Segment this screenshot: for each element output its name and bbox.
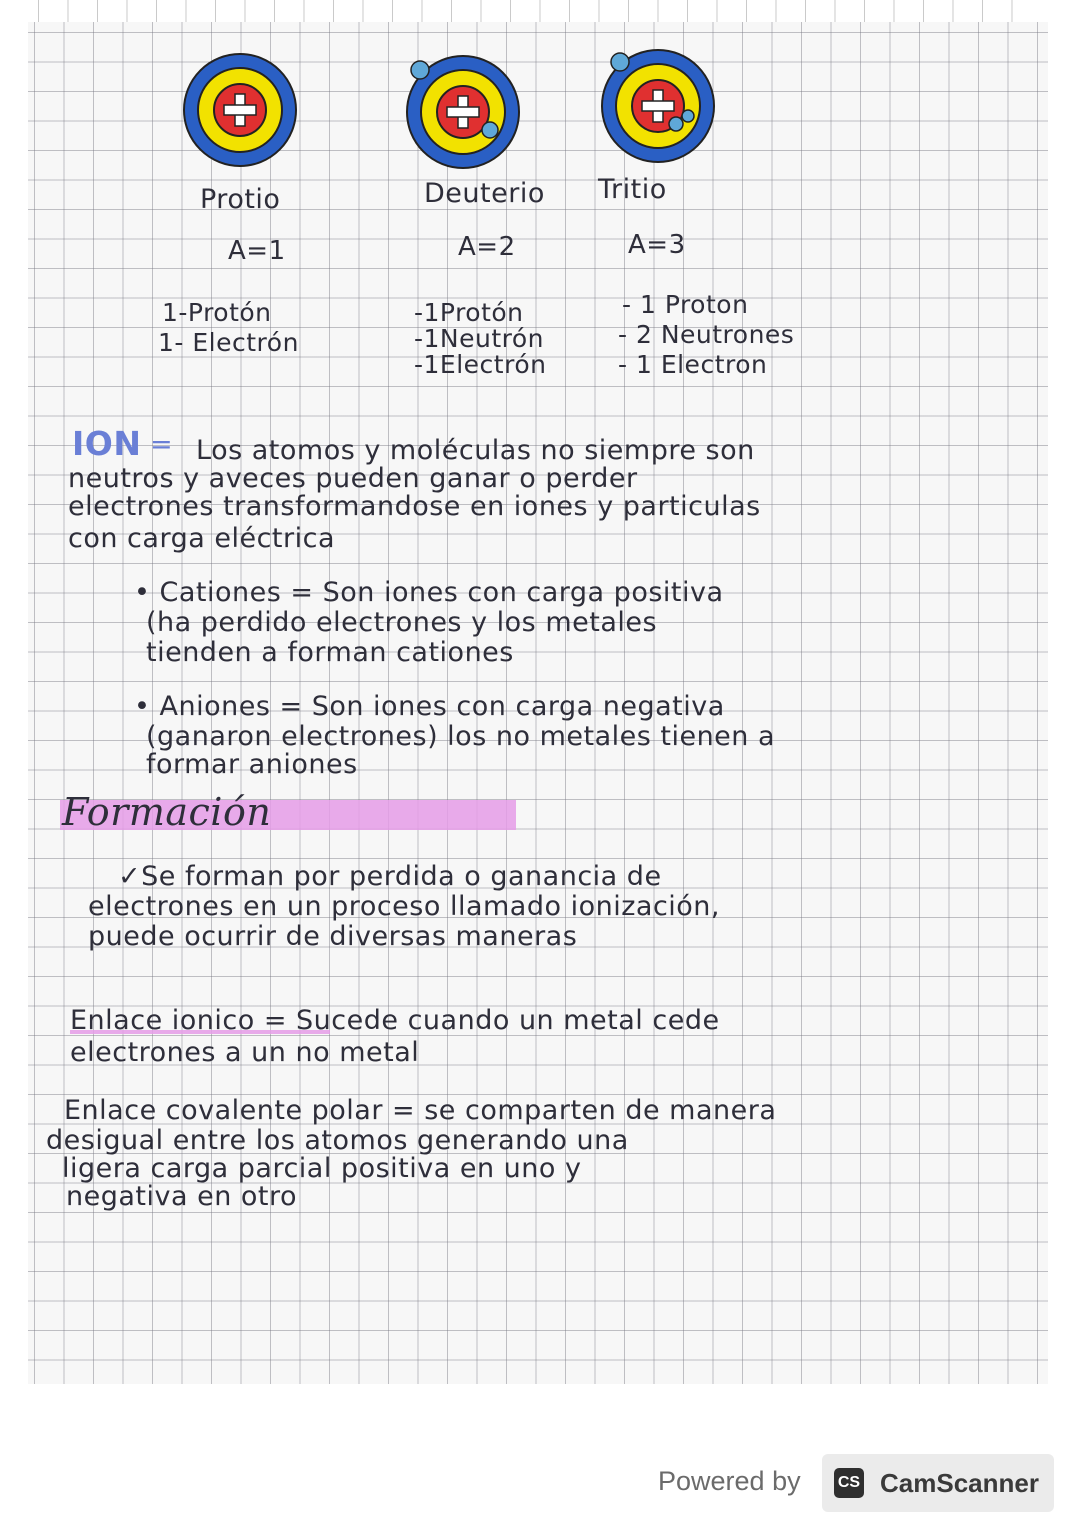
ion-text-line: con carga eléctrica — [68, 523, 335, 554]
cationes-text-line: (ha perdido electrones y los metales — [146, 607, 658, 638]
deuterio-atom-illustration — [400, 46, 526, 172]
deuterio-composition-line: -1Neutrón — [414, 324, 545, 353]
camscanner-logo-icon: CS — [834, 1468, 864, 1498]
isotope-name-tritio: Tritio — [598, 174, 667, 205]
isotope-name-protio: Protio — [200, 184, 281, 215]
aniones-text-line: formar aniones — [146, 749, 358, 780]
formacion-title: Formación — [62, 790, 272, 834]
enlace-ionico-text-line: electrones a un no metal — [70, 1037, 420, 1068]
enlace-covalente-text-line: Enlace covalente polar = se comparten de manera — [64, 1095, 777, 1126]
powered-by-text: Powered by — [658, 1466, 801, 1496]
enlace-covalente-text-line: ligera carga parcial positiva en uno y — [62, 1153, 582, 1184]
aniones-text-line: (ganaron electrones) los no metales tienen a — [146, 721, 776, 752]
ion-text-line: electrones transformandose en iones y particulas — [68, 491, 761, 522]
camscanner-badge — [822, 1454, 1054, 1512]
tritio-atom-illustration — [592, 40, 720, 168]
sheet-top-edge — [38, 0, 1038, 22]
tritio-composition-line: - 1 Proton — [622, 290, 749, 319]
deuterio-composition-line: -1Protón — [414, 298, 524, 327]
cationes-text-line: • Cationes = Son iones con carga positiva — [134, 577, 724, 608]
formacion-text-line: puede ocurrir de diversas maneras — [88, 921, 578, 952]
protio-composition-line: 1-Protón — [162, 298, 272, 327]
formacion-text-line: ✓Se forman por perdida o ganancia de — [118, 861, 662, 892]
protio-atom-illustration — [180, 50, 300, 170]
isotope-mass-deuterio: A=2 — [458, 232, 516, 262]
tritio-composition-line: - 2 Neutrones — [618, 320, 795, 349]
isotope-name-deuterio: Deuterio — [424, 178, 545, 209]
enlace-covalente-text-line: negativa en otro — [66, 1181, 298, 1212]
protio-composition-line: 1- Electrón — [158, 328, 299, 357]
ion-text-line: Los atomos y moléculas no siempre son — [196, 435, 755, 466]
enlace-ionico-text-line: Enlace ionico = Sucede cuando un metal cede — [70, 1005, 720, 1036]
isotope-mass-tritio: A=3 — [628, 230, 686, 260]
cationes-text-line: tienden a forman cationes — [146, 637, 514, 668]
ion-equals-sign: = — [150, 429, 174, 460]
enlace-covalente-text-line: desigual entre los atomos generando una — [46, 1125, 629, 1156]
formacion-text-line: electrones en un proceso llamado ionización, — [88, 891, 721, 922]
deuterio-composition-line: -1Electrón — [414, 350, 547, 379]
isotope-mass-protio: A=1 — [228, 236, 286, 266]
aniones-text-line: • Aniones = Son iones con carga negativa — [134, 691, 725, 722]
camscanner-brand-text: CamScanner — [880, 1468, 1039, 1498]
ion-text-line: neutros y aveces pueden ganar o perder — [68, 463, 638, 494]
ion-heading: ION — [72, 424, 142, 463]
tritio-composition-line: - 1 Electron — [618, 350, 768, 379]
